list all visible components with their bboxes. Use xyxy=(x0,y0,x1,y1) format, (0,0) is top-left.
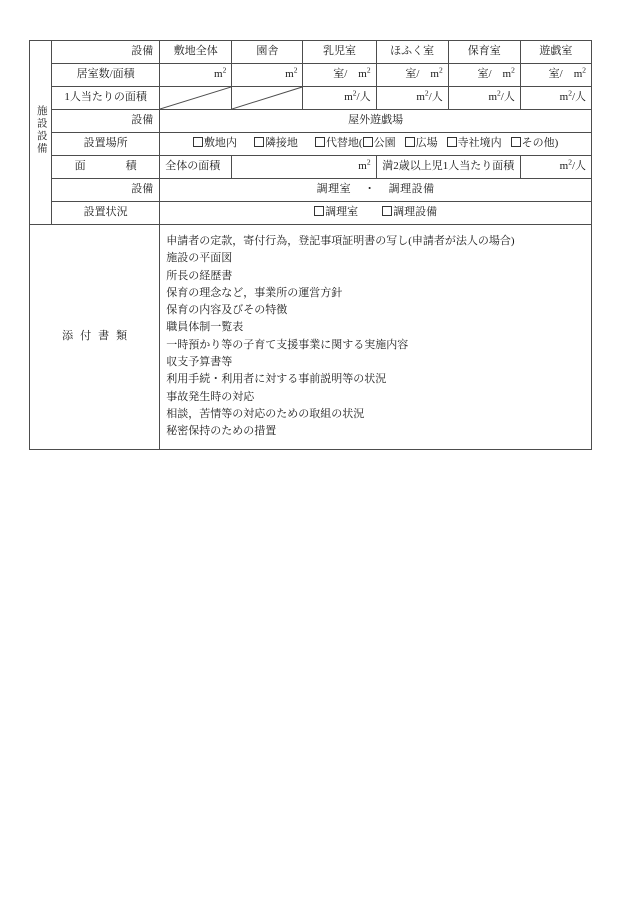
kitchen-options-group xyxy=(160,202,592,225)
column-header-crawling-room: ほふく室 xyxy=(376,41,448,64)
label-whole-area: 全体の面積 xyxy=(160,156,232,179)
checkbox-label-plaza: 広場 xyxy=(415,137,438,150)
row-label-kitchen-status: 設置状況 xyxy=(52,202,160,225)
checkbox-label-on-site: 敷地内 xyxy=(203,137,237,150)
checkbox-icon[interactable] xyxy=(314,206,324,216)
list-item: 収支予算書等 xyxy=(166,356,233,369)
location-options-group xyxy=(160,133,592,156)
row-label-area: 面 積 xyxy=(52,156,160,179)
checkbox-icon[interactable] xyxy=(363,137,373,147)
input-whole-area[interactable]: $m^2$ xyxy=(232,156,376,179)
list-item: 施設の平面図 xyxy=(166,252,233,265)
input-area-per-child-over-two[interactable]: $m^2/$人 xyxy=(520,156,591,179)
list-item: 秘密保持のための措置 xyxy=(166,425,277,438)
checkbox-icon[interactable] xyxy=(511,137,521,147)
input-building-area[interactable]: $m^2$ xyxy=(232,64,303,87)
diagonal-line-icon xyxy=(160,87,231,109)
input-nursery-room-per-person[interactable]: $m^2/$人 xyxy=(448,87,520,110)
column-header-site-total: 敷地全体 xyxy=(160,41,232,64)
label-area-per-child-over-two: 満2歳以上児1人当たり面積 xyxy=(376,156,520,179)
slash-cell-building xyxy=(232,87,303,110)
column-header-nursery-room: 保育室 xyxy=(448,41,520,64)
kitchen-title-room: 調理室 xyxy=(316,183,352,196)
row-label-equipment-outdoor: 設備 xyxy=(52,110,160,133)
section-label-facility: 施設設備 xyxy=(30,41,52,225)
input-infant-room-area[interactable]: 室/ $m^2$ xyxy=(303,64,376,87)
checkbox-icon[interactable] xyxy=(447,137,457,147)
input-infant-room-per-person[interactable]: $m^2/$人 xyxy=(303,87,376,110)
checkbox-icon[interactable] xyxy=(254,137,264,147)
row-label-equipment: 設備 xyxy=(52,41,160,64)
checkbox-option-shrine-grounds[interactable] xyxy=(447,137,502,151)
kitchen-title-equipment: 調理設備 xyxy=(388,183,435,196)
attachments-list-cell xyxy=(160,225,592,450)
table-row-rooms-area xyxy=(30,64,592,87)
input-playroom-per-person[interactable]: $m^2/$人 xyxy=(520,87,591,110)
checkbox-option-kitchen-room[interactable] xyxy=(314,206,358,220)
checkbox-option-kitchen-equipment[interactable] xyxy=(382,206,437,220)
row-label-attachments: 添付書類 xyxy=(30,225,160,450)
table-row-kitchen-header xyxy=(30,179,592,202)
checkbox-label-other: その他) xyxy=(521,137,559,150)
checkbox-label-shrine-grounds: 寺社境内 xyxy=(457,137,502,150)
checkbox-icon[interactable] xyxy=(405,137,415,147)
checkbox-label-kitchen-equipment: 調理設備 xyxy=(393,206,438,219)
outdoor-playground-title: 屋外遊戯場 xyxy=(160,110,592,133)
checkbox-label-kitchen-room: 調理室 xyxy=(325,206,359,219)
table-row-outdoor-area xyxy=(30,156,592,179)
table-row-equipment-header xyxy=(30,41,592,64)
row-label-location: 設置場所 xyxy=(52,133,160,156)
list-item: 所長の経歴書 xyxy=(166,269,233,282)
input-nursery-room-area[interactable]: 室/ $m^2$ xyxy=(448,64,520,87)
kitchen-title xyxy=(160,179,592,202)
column-header-playroom: 遊戯室 xyxy=(520,41,591,64)
checkbox-option-other[interactable] xyxy=(511,137,559,151)
table-row-attachments xyxy=(30,225,592,450)
checkbox-icon[interactable] xyxy=(382,206,392,216)
checkbox-option-alternative-land[interactable] xyxy=(315,137,363,151)
application-form xyxy=(29,40,592,450)
table-row-location xyxy=(30,133,592,156)
checkbox-label-park: 公園 xyxy=(373,137,396,150)
checkbox-option-plaza[interactable] xyxy=(405,137,438,151)
list-item: 申請者の定款，寄付行為，登記事項証明書の写し(申請者が法人の場合) xyxy=(166,235,515,247)
column-header-building: 園舎 xyxy=(232,41,303,64)
list-item: 事故発生時の対応 xyxy=(166,390,255,403)
checkbox-label-alternative-land: 代替地( xyxy=(325,137,363,150)
row-label-equipment-kitchen: 設備 xyxy=(52,179,160,202)
table-row-outdoor-header xyxy=(30,110,592,133)
input-playroom-area[interactable]: 室/ $m^2$ xyxy=(520,64,591,87)
checkbox-option-park[interactable] xyxy=(363,137,396,151)
checkbox-icon[interactable] xyxy=(193,137,203,147)
kitchen-title-separator: ・ xyxy=(364,183,376,196)
table-row-kitchen-status xyxy=(30,202,592,225)
slash-cell-site-total xyxy=(160,87,232,110)
checkbox-icon[interactable] xyxy=(315,137,325,147)
list-item: 相談，苦情等の対応のための取組の状況 xyxy=(166,407,365,420)
diagonal-line-icon xyxy=(232,87,302,109)
list-item: 保育の内容及びその特徴 xyxy=(166,304,288,317)
checkbox-label-adjacent-land: 隣接地 xyxy=(264,137,298,150)
checkbox-option-on-site[interactable] xyxy=(193,137,237,151)
row-label-area-per-person: 1人当たりの面積 xyxy=(52,87,160,110)
list-item: 一時預かり等の子育て支援事業に関する実施内容 xyxy=(166,338,409,351)
facility-equipment-table xyxy=(29,40,592,450)
row-label-rooms-area: 居室数/面積 xyxy=(52,64,160,87)
column-header-infant-room: 乳児室 xyxy=(303,41,376,64)
table-row-area-per-person xyxy=(30,87,592,110)
input-crawling-room-area[interactable]: 室/ $m^2$ xyxy=(376,64,448,87)
input-site-total-area[interactable]: $m^2$ xyxy=(160,64,232,87)
list-item: 保育の理念など，事業所の運営方針 xyxy=(166,286,343,299)
list-item: 利用手続・利用者に対する事前説明等の状況 xyxy=(166,373,387,386)
checkbox-option-adjacent-land[interactable] xyxy=(254,137,298,151)
attachments-list xyxy=(166,233,591,441)
input-crawling-room-per-person[interactable]: $m^2/$人 xyxy=(376,87,448,110)
list-item: 職員体制一覧表 xyxy=(166,321,244,334)
